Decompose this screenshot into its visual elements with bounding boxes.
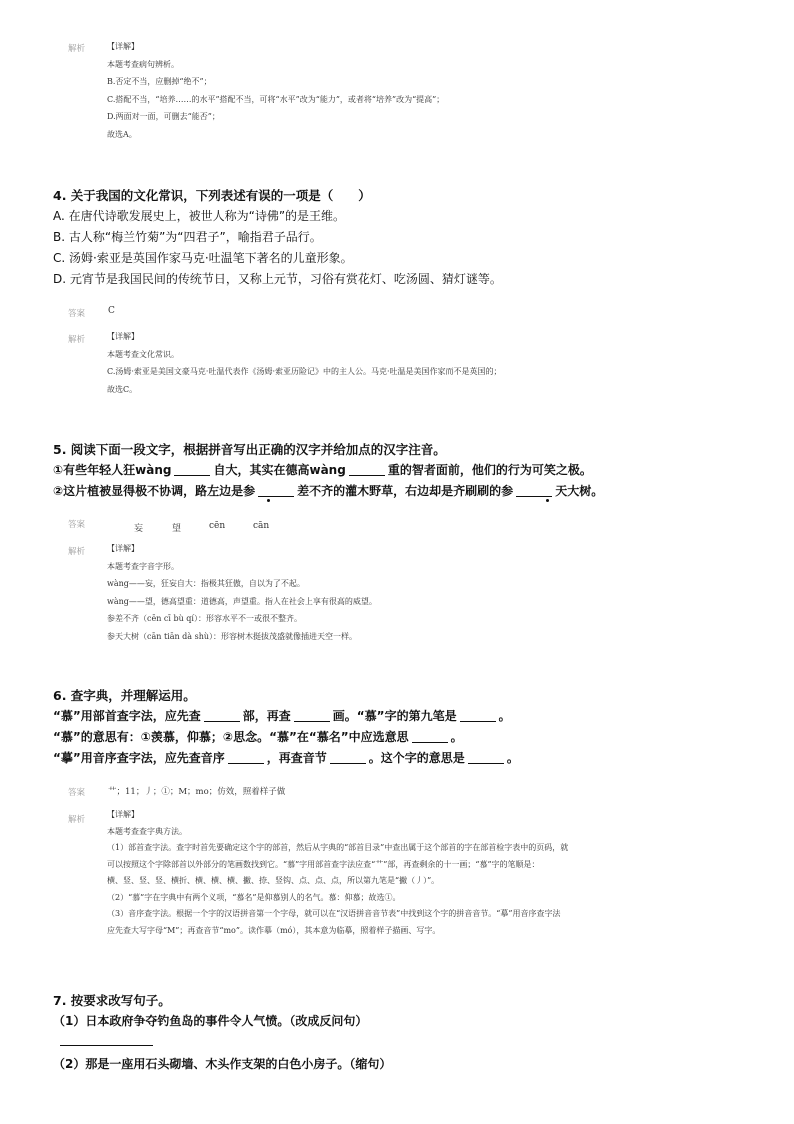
analysis-line: 横、竖、竖、竖、横折、横、横、横、撇、捺、竖钩、点、点、点，所以第九笔是“撇（丿）”。 <box>107 876 440 885</box>
analysis-line: C.搭配不当，“培养……的水平”搭配不当，可将“水平”改为“能力”，或者将“培养”改为“提高”； <box>107 94 445 104</box>
q7-item-2: （2）那是一座用石头砌墙、木头作支架的白色小房子。（缩句） <box>53 1057 392 1071</box>
analysis-line: （2）“慕”字在字典中有两个义项，“慕名”是仰慕别人的名气。慕：仰慕；故选①。 <box>107 892 401 902</box>
q6-line-2 <box>53 728 463 745</box>
text: ①有些年轻人狂wàng <box>53 463 172 477</box>
analysis-line: 本题考查病句辨析。 <box>107 59 179 69</box>
q6-line-1 <box>53 707 511 724</box>
analysis-line: 可以按照这个字除部首以外部分的笔画数找到它。“慕”字用部首查字法应查“艹”部，再查剩余的十一画；“慕”字的笔顺是： <box>107 859 540 869</box>
text: 。 <box>498 709 511 723</box>
analysis-label: 解析 <box>68 547 86 557</box>
emphasis-dot <box>267 499 270 502</box>
blank-field[interactable] <box>204 710 240 722</box>
text: “慕”的意思有：①羡慕，仰慕；②思念。“慕”在“慕名”中应选意思 <box>53 730 409 744</box>
answer-value: 妄 <box>134 524 144 534</box>
q6-line-3 <box>53 749 519 766</box>
analysis-line: 本题考查查字典方法。 <box>107 826 187 836</box>
question-title: 7. 按要求改写句子。 <box>53 993 171 1008</box>
question-title: 4. 关于我国的文化常识，下列表述有误的一项是（ ） <box>53 188 371 203</box>
text: “慕”用部首查字法，应先查 <box>53 709 201 723</box>
blank-field[interactable] <box>349 464 385 476</box>
answer-value: 望 <box>172 524 182 534</box>
question-title: 5. 阅读下面一段文字，根据拼音写出正确的汉字并给加点的汉字注音。 <box>53 442 446 457</box>
analysis-line: 【详解】 <box>107 42 139 51</box>
text: “摹”用音序查字法，应先查音序 <box>53 751 225 765</box>
q7-item-1: （1）日本政府争夺钓鱼岛的事件令人气愤。（改成反问句） <box>53 1014 368 1028</box>
blank-field[interactable] <box>258 485 294 497</box>
text: 画。“慕”字的第九笔是 <box>332 709 457 723</box>
text: 天大树。 <box>555 484 604 498</box>
analysis-line: 故选A。 <box>107 129 137 139</box>
text: 。这个字的意思是 <box>368 751 465 765</box>
answer-value: 艹；11；丿；①；M；mo；仿效，照着样子做 <box>108 787 286 797</box>
text: 部，再查 <box>242 709 291 723</box>
blank-field[interactable] <box>412 731 448 743</box>
analysis-line: C.汤姆·索亚是美国文豪马克·吐温代表作《汤姆·索亚历险记》中的主人公。马克·吐温是美国作家而不是英国的； <box>107 367 502 376</box>
analysis-line: （1）部首查字法。查字时首先要确定这个字的部首，然后从字典的“部首目录”中查出属于这个部首的字在部首检字表中的页码，就 <box>107 843 569 852</box>
answer-label: 答案 <box>68 520 86 530</box>
q5-line-2 <box>53 482 603 499</box>
analysis-line: 应先查大写字母“M”；再查音节“mo”。读作摹（mó），其本意为临摹，照着样子描画、写字。 <box>107 925 441 935</box>
q3-analysis <box>107 38 444 143</box>
analysis-line: wàng——望，德高望重：道德高，声望重。指人在社会上享有很高的威望。 <box>107 596 377 606</box>
option-c: C. 汤姆·索亚是英国作家马克·吐温笔下著名的儿童形象。 <box>53 251 353 265</box>
q6-analysis <box>107 807 568 939</box>
answer-value: C <box>108 306 115 316</box>
analysis-label: 解析 <box>68 815 86 825</box>
answer-line[interactable] <box>60 1045 153 1046</box>
blank-field[interactable] <box>330 752 366 764</box>
q4-analysis <box>107 328 502 398</box>
question-title: 6. 查字典，并理解运用。 <box>53 688 196 703</box>
emphasis-dot <box>546 499 549 502</box>
analysis-line: 【详解】 <box>107 332 139 341</box>
q5-analysis <box>107 540 377 645</box>
answer-value: cēn <box>209 521 226 531</box>
text: ②这片植被显得极不协调，路左边是参 <box>53 484 256 498</box>
analysis-line: 参天大树（cān tiān dà shù）：形容树木挺拔茂盛就像插进天空一样。 <box>107 631 358 641</box>
blank-field[interactable] <box>468 752 504 764</box>
option-a: A. 在唐代诗歌发展史上，被世人称为“诗佛”的是王维。 <box>53 209 346 223</box>
blank-field[interactable] <box>174 464 210 476</box>
analysis-line: 故选C。 <box>107 384 138 394</box>
analysis-line: B.否定不当，应删掉“绝不”； <box>107 77 212 86</box>
option-d: D. 元宵节是我国民间的传统节日，又称上元节，习俗有赏花灯、吃汤圆、猜灯谜等。 <box>53 272 502 286</box>
text: 。 <box>506 751 519 765</box>
blank-field[interactable] <box>228 752 264 764</box>
analysis-line: 本题考查文化常识。 <box>107 349 179 359</box>
blank-field[interactable] <box>516 485 552 497</box>
text: 自大，其实在德高wàng <box>213 463 346 477</box>
analysis-line: 【详解】 <box>107 810 139 819</box>
analysis-line: 参差不齐（cēn cī bù qí）：形容水平不一或很不整齐。 <box>107 614 302 623</box>
analysis-label: 解析 <box>68 44 86 54</box>
analysis-line: D.两面对一面，可删去“能否”； <box>107 112 220 121</box>
answer-label: 答案 <box>68 788 86 798</box>
answer-label: 答案 <box>68 309 86 319</box>
answer-value: cān <box>253 521 270 531</box>
analysis-line: wàng——妄，狂妄自大：指极其狂傲，自以为了不起。 <box>107 579 305 588</box>
text: 差不齐的灌木野草，右边却是齐刷刷的参 <box>297 484 514 498</box>
text: 。 <box>450 730 463 744</box>
analysis-line: （3）音序查字法。根据一个字的汉语拼音第一个字母，就可以在“汉语拼音音节表”中找到这个字的拼音音节。“摹”用音序查字法 <box>107 909 561 918</box>
q5-line-1 <box>53 461 592 478</box>
option-b: B. 古人称“梅兰竹菊”为“四君子”，喻指君子品行。 <box>53 230 322 244</box>
analysis-line: 本题考查字音字形。 <box>107 561 179 571</box>
blank-field[interactable] <box>460 710 496 722</box>
text: 重的智者面前，他们的行为可笑之极。 <box>387 463 592 477</box>
analysis-label: 解析 <box>68 335 86 345</box>
text: ，再查音节 <box>266 751 327 765</box>
analysis-line: 【详解】 <box>107 544 139 553</box>
blank-field[interactable] <box>294 710 330 722</box>
